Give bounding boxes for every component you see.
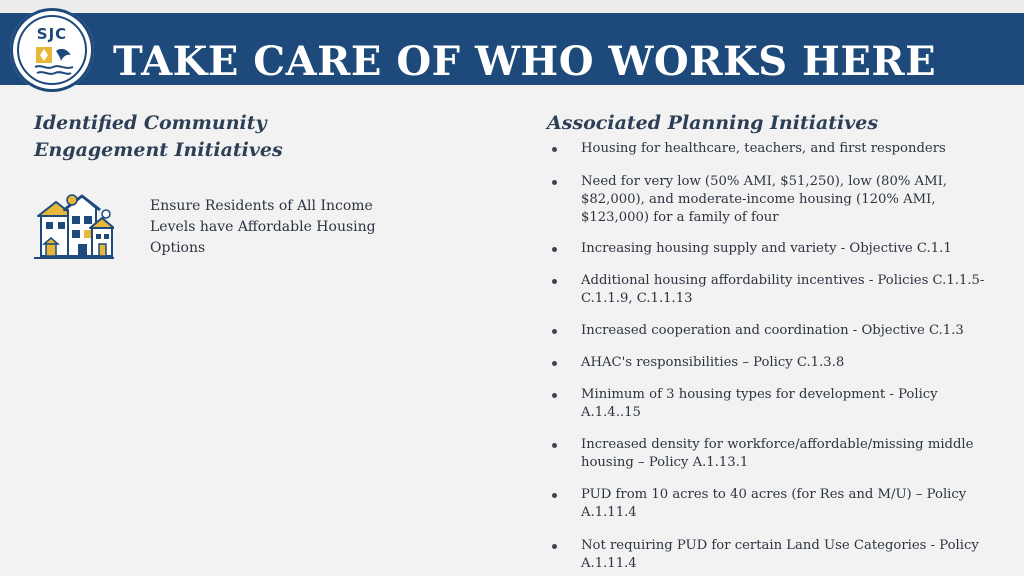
list-item-text: Housing for healthcare, teachers, and first responders (581, 141, 946, 156)
community-initiatives-heading (34, 110, 374, 164)
bullet-icon (552, 493, 557, 498)
bullet-icon (552, 361, 557, 366)
list-item-text: Increasing housing supply and variety - Objective C.1.1 (581, 241, 952, 256)
logo-emblem-icon (19, 17, 87, 85)
list-item (552, 272, 992, 308)
list-item (552, 537, 992, 573)
list-item-text: Minimum of 3 housing types for development - Policy A.1.4..15 (581, 387, 938, 420)
houses-icon (34, 192, 114, 260)
list-item (552, 386, 992, 422)
list-item-text: PUD from 10 acres to 40 acres (for Res and M/U) – Policy A.1.11.4 (581, 487, 967, 520)
bullet-icon (552, 279, 557, 284)
page-title: TAKE CARE OF WHO WORKS HERE (113, 38, 937, 85)
bullet-icon (552, 393, 557, 398)
planning-initiatives-heading: Associated Planning Initiatives (547, 112, 879, 134)
list-item (552, 240, 952, 258)
bullet-icon (552, 180, 557, 185)
list-item-text: Increased density for workforce/affordable/missing middle housing – Policy A.1.13.1 (581, 437, 974, 470)
logo-text: SJC (36, 25, 68, 43)
bullet-icon (552, 329, 557, 334)
top-strip (0, 0, 1024, 12)
list-item-text: Not requiring PUD for certain Land Use Categories - Policy A.1.11.4 (581, 538, 979, 571)
list-item-text: Increased cooperation and coordination - Objective C.1.3 (581, 323, 964, 338)
bullet-icon (552, 247, 557, 252)
sjc-logo (10, 8, 94, 92)
header-banner (0, 13, 1024, 85)
heading-line-2: Engagement Initiatives (34, 139, 283, 161)
list-item (552, 486, 992, 522)
initiative-text: Ensure Residents of All Income Levels have Affordable Housing Options (150, 198, 376, 256)
heading-line-1: Identified Community (34, 112, 267, 134)
bullet-icon (552, 443, 557, 448)
bullet-icon (552, 147, 557, 152)
list-item (552, 173, 992, 227)
list-item-text: Additional housing affordability incentives - Policies C.1.1.5- C.1.1.9, C.1.1.13 (581, 273, 985, 306)
list-item (552, 140, 946, 158)
list-item (552, 436, 992, 472)
logo-seal (17, 15, 87, 85)
list-item-text: Need for very low (50% AMI, $51,250), low (80% AMI, $82,000), and moderate-income housing (120% AMI, $123,000) for a family of four (581, 174, 947, 225)
list-item-text: AHAC's responsibilities – Policy C.1.3.8 (581, 355, 845, 370)
bullet-icon (552, 544, 557, 549)
list-item (552, 322, 964, 340)
list-item (552, 354, 844, 372)
